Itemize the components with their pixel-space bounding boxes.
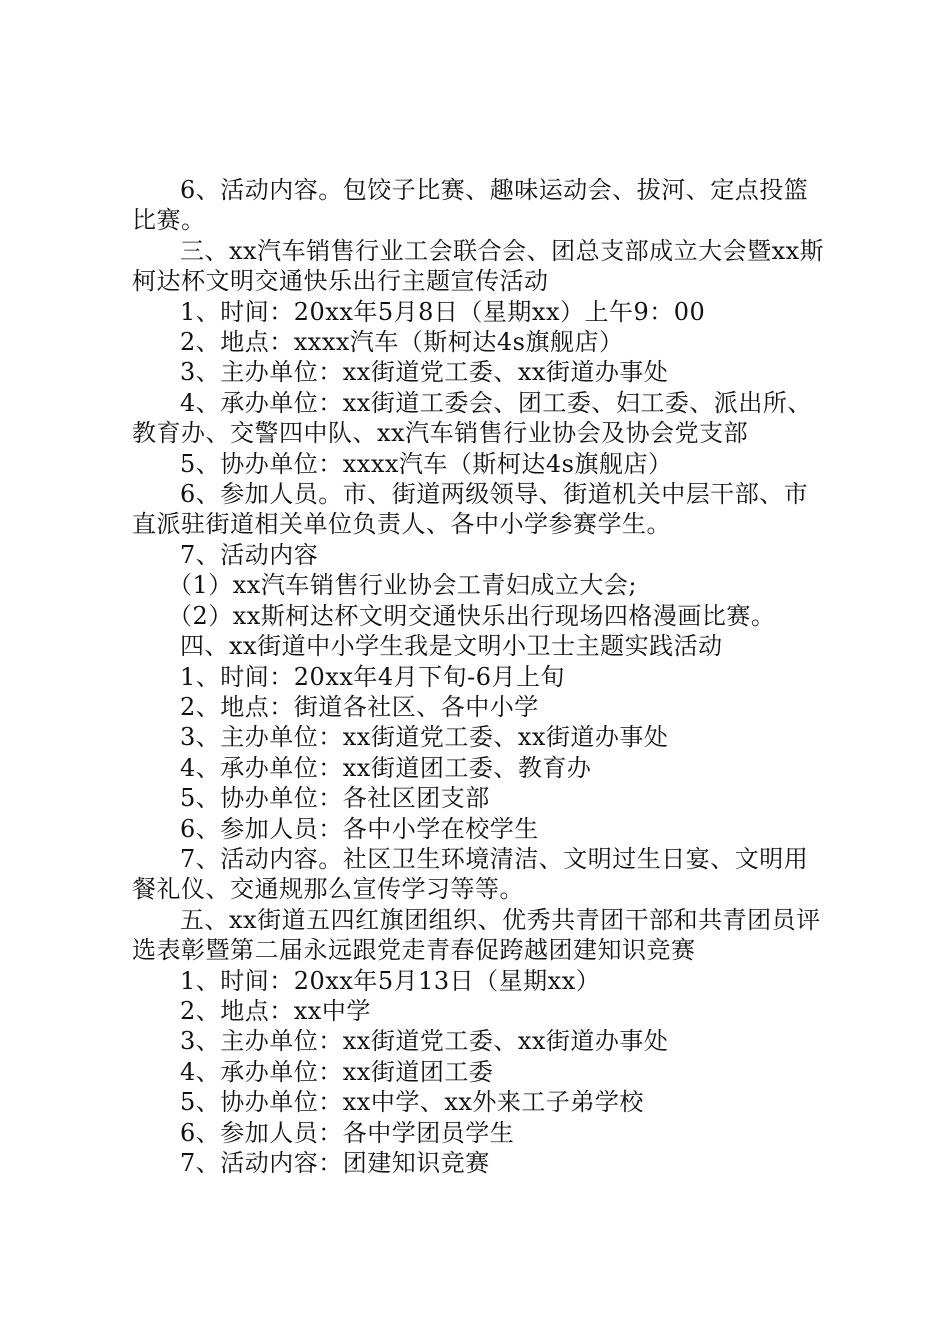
paragraph: 5、协办单位：xxxx汽车（斯柯达4s旗舰店）: [180, 449, 673, 478]
paragraph: 1、时间：20xx年5月8日（星期xx）上午9：00: [180, 297, 706, 326]
paragraph: 7、活动内容。社区卫生环境清洁、文明过生日宴、文明用餐礼仪、交通规那么宣传学习等等。: [132, 844, 809, 904]
paragraph: 3、主办单位：xx街道党工委、xx街道办事处: [180, 358, 669, 387]
sub-item: （1）xx汽车销售行业协会工青妇成立大会;: [168, 571, 637, 600]
paragraph: 5、协办单位：各社区团支部: [180, 784, 490, 813]
paragraph: 7、活动内容: [180, 540, 319, 569]
paragraph: 4、承办单位：xx街道团工委、教育办: [180, 753, 592, 782]
sub-item: （2）xx斯柯达杯文明交通快乐出行现场四格漫画比赛。: [168, 601, 776, 630]
paragraph: 6、参加人员。市、街道两级领导、街道机关中层干部、市直派驻街道相关单位负责人、各中小学参赛学生。: [132, 480, 809, 539]
paragraph: 4、承办单位：xx街道团工委: [180, 1057, 494, 1086]
paragraph: 1、时间：20xx年4月下旬-6月上旬: [180, 662, 566, 691]
paragraph: 6、参加人员：各中小学在校学生: [180, 814, 539, 843]
paragraph: 1、时间：20xx年5月13日（星期xx）: [180, 966, 601, 995]
paragraph: 2、地点：街道各社区、各中小学: [180, 692, 539, 721]
paragraph: 6、活动内容。包饺子比赛、趣味运动会、拔河、定点投篮比赛。: [132, 176, 809, 235]
paragraph: 3、主办单位：xx街道党工委、xx街道办事处: [180, 723, 669, 752]
paragraph: 6、参加人员：各中学团员学生: [180, 1118, 515, 1147]
paragraph: 2、地点：xxxx汽车（斯柯达4s旗舰店）: [180, 328, 624, 357]
paragraph: 3、主办单位：xx街道党工委、xx街道办事处: [180, 1027, 669, 1056]
paragraph: 4、承办单位：xx街道工委会、团工委、妇工委、派出所、教育办、交警四中队、xx汽车销售行业协会及协会党支部: [132, 388, 812, 448]
paragraph: 2、地点：xx中学: [180, 996, 371, 1025]
paragraph: 7、活动内容：团建知识竞赛: [180, 1149, 490, 1177]
document-body: [132, 175, 832, 1178]
paragraph: 5、协办单位：xx中学、xx外来工子弟学校: [180, 1088, 644, 1117]
section-heading: 五、xx街道五四红旗团组织、优秀共青团干部和共青团员评选表彰暨第二届永远跟党走青春促跨越团建知识竞赛: [132, 905, 821, 965]
section-heading: 四、xx街道中小学生我是文明小卫士主题实践活动: [180, 632, 723, 661]
section-heading: 三、xx汽车销售行业工会联合会、团总支部成立大会暨xx斯柯达杯文明交通快乐出行主题宣传活动: [132, 236, 825, 296]
